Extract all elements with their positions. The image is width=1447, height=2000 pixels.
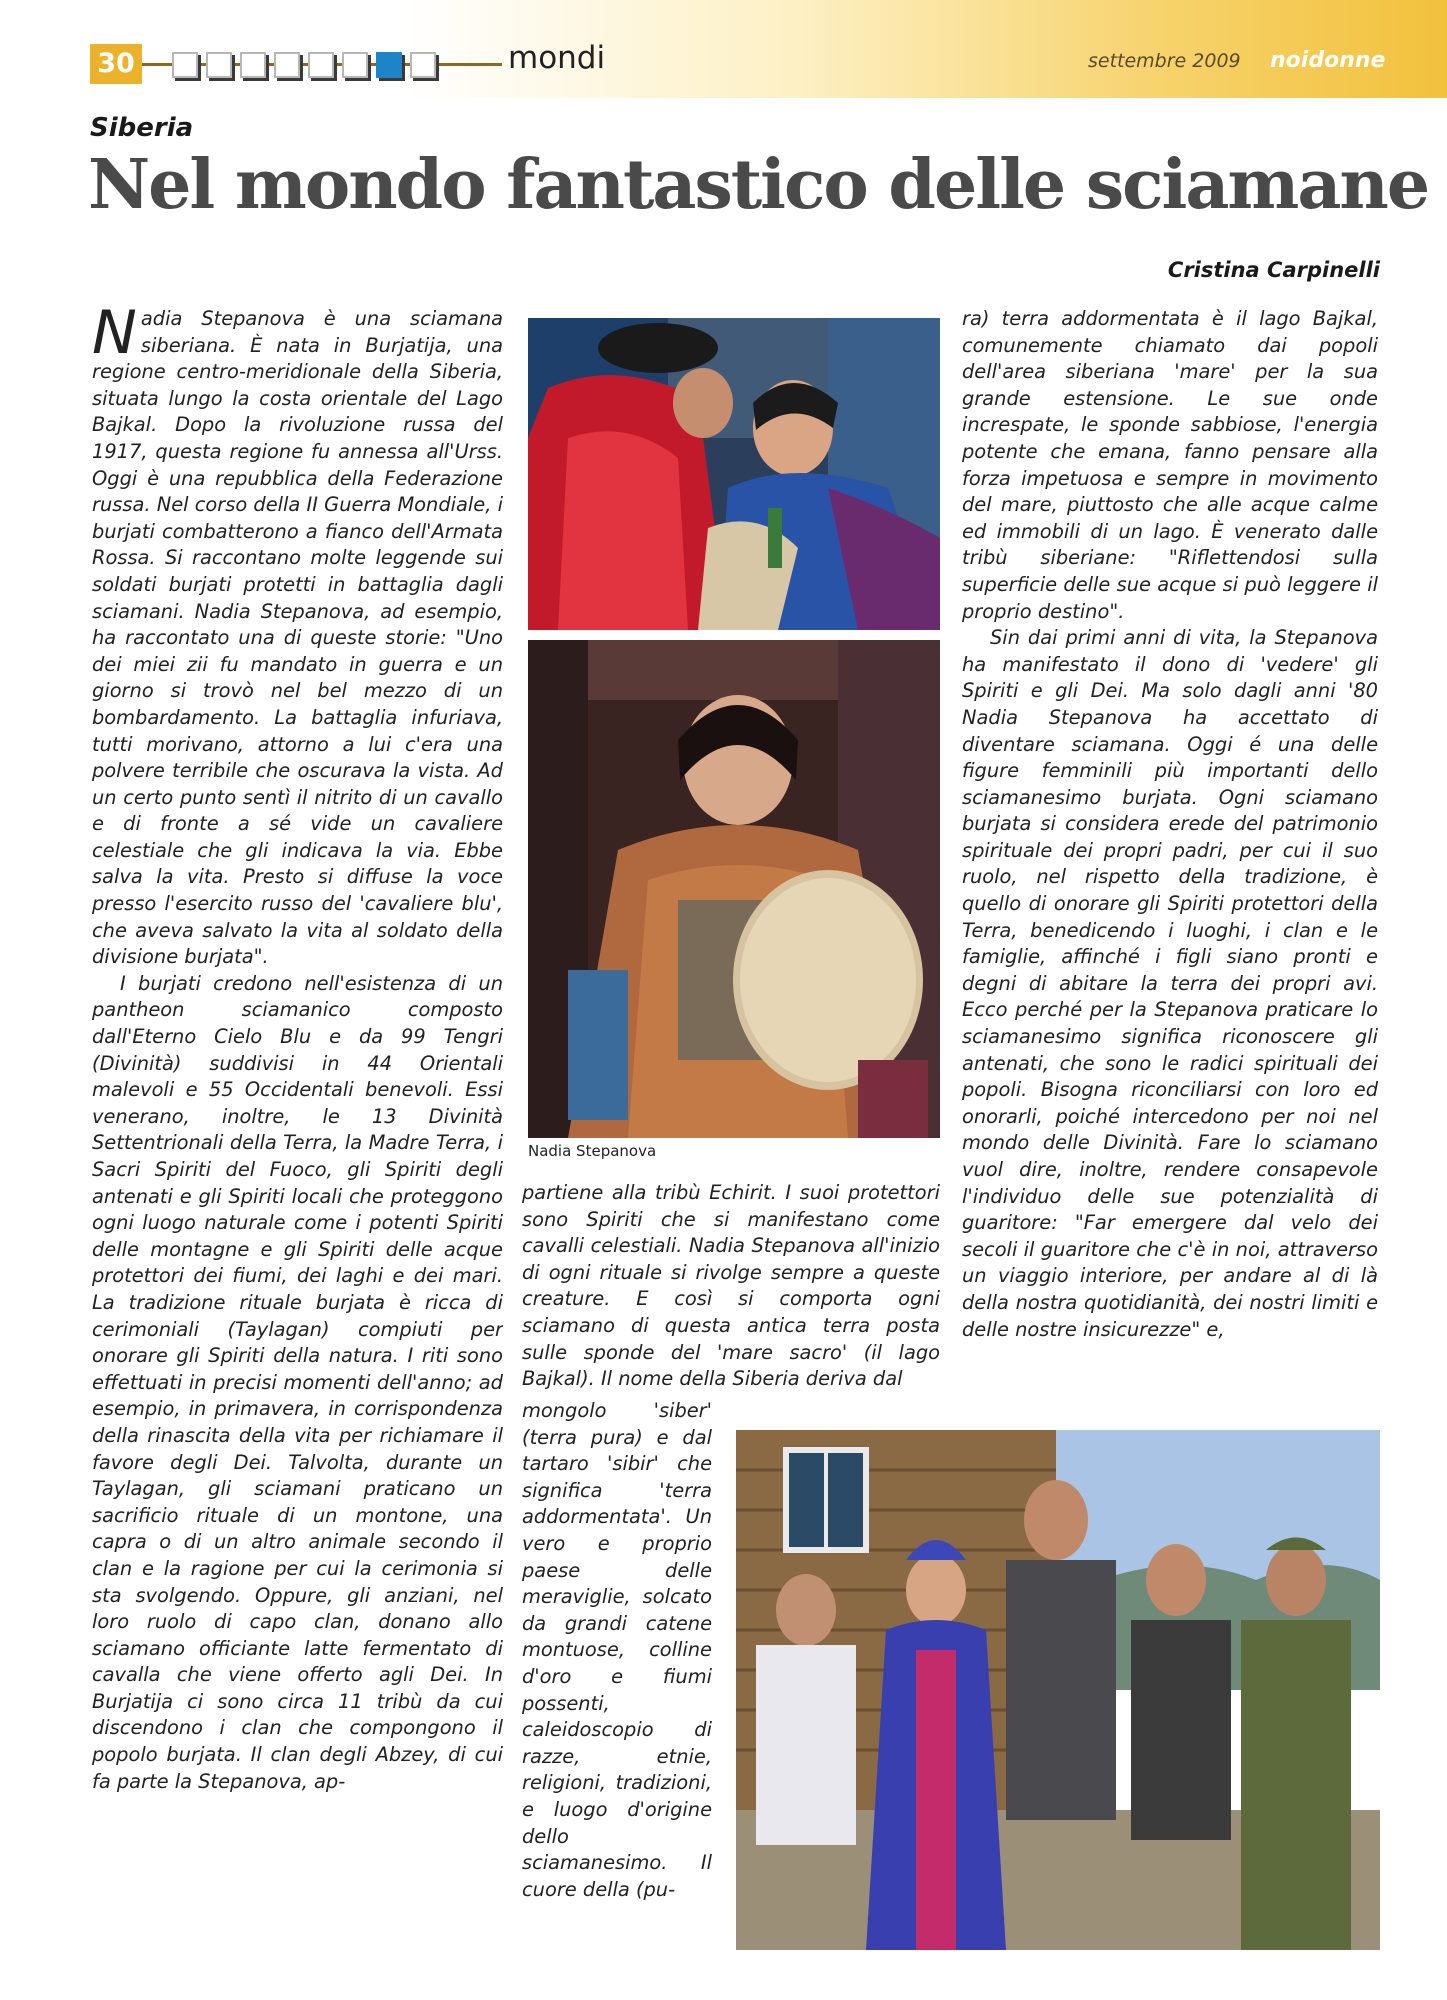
drop-cap: N bbox=[92, 306, 137, 368]
section-indicator bbox=[172, 52, 436, 78]
text-column-right bbox=[962, 306, 1378, 1410]
section-box bbox=[206, 52, 232, 78]
paragraph: partiene alla tribù Echirit. I suoi protettori sono Spiriti che si manifestano come cavalli celestiali. Nadia Stepanova all'inizio di ogni rituale si rivolge sempre a queste creature. E così si comporta ogni sciamano di questa antica terra posta sulle sponde del 'mare sacro' (il lago Bajkal). Il nome della Siberia deriva dal bbox=[522, 1181, 940, 1391]
text-column-left bbox=[92, 306, 503, 1961]
section-box bbox=[240, 52, 266, 78]
paragraph bbox=[92, 306, 503, 971]
page-number: 30 bbox=[90, 44, 142, 84]
text-column-narrow bbox=[522, 1398, 712, 1958]
section-box bbox=[172, 52, 198, 78]
photo-village-group-image bbox=[736, 1430, 1380, 1950]
section-box bbox=[308, 52, 334, 78]
photo-ritual-image bbox=[528, 318, 940, 630]
issue-date: settembre 2009 bbox=[1088, 50, 1241, 72]
article-kicker: Siberia bbox=[90, 113, 194, 143]
photo-caption: Nadia Stepanova bbox=[528, 1142, 657, 1160]
section-box bbox=[410, 52, 436, 78]
section-box-active bbox=[376, 52, 402, 78]
paragraph: Sin dai primi anni di vita, la Stepanova ha manifestato il dono di 'vedere' gli Spiriti e gli Dei. Ma solo dagli anni '80 Nadia Stepanova ha accettato di diventare sciamana. Oggi é una delle figure femminili più importanti dello sciamanesimo burjata. Ogni sciamano burjata si considera erede del patrimonio spirituale dei propri padri, per cui il suo ruolo, nel rispetto della tradizione, è quello di onorare gli Spiriti protettori della Terra, benedicendo i luoghi, i clan e le famiglie, affinché i figli siano pronti e degni di abitare la terra dei propri avi. Ecco perché per la Stepanova praticare lo sciamanesimo significa riconoscere gli antenati, che sono le radici spirituali dei popoli. Bisogna riconciliarsi con loro ed onorarli, poiché intercedono per noi nel mondo delle Divinità. Fare lo sciamano vuol dire, inoltre, rendere consapevole l'individuo delle sue potenzialità di guaritore: "Far emergere dal velo dei secoli il guaritore che c'è in noi, attraverso un viaggio interiore, per andare al di là della nostra quotidianità, dei nostri limiti e delle nostre insicurezze" e, bbox=[962, 626, 1378, 1341]
paragraph: I burjati credono nell'esistenza di un pantheon sciamanico composto dall'Eterno Cielo Blu e da 99 Tengri (Divinità) suddivisi in 44 Orientali malevoli e 55 Occidentali benevoli. Essi venerano, inoltre, le 13 Divinità Settentrionali della Terra, la Madre Terra, i Sacri Spiriti del Fuoco, gli Spiriti degli antenati e gli Spiriti locali che proteggono ogni luogo naturale come i potenti Spiriti delle montagne e gli Spiriti delle acque protettori dei fiumi, dei laghi e dei mari. La tradizione rituale burjata è ricca di cerimoniali (Taylagan) compiuti per onorare gli Spiriti della natura. I riti sono effettuati in precisi momenti dell'anno; ad esempio, in primavera, in corrispondenza della rinascita della vita per richiamare il favore degli Dei. Talvolta, durante un Taylagan, gli sciamani praticano un sacrificio rituale di un montone, una capra o di un altro animale secondo il clan e la ragione per cui la cerimonia si sta svolgendo. Oppure, gli anziani, nel loro ruolo di capo clan, donano allo sciamano officiante latte fermentato di cavalla che viene offerto agli Dei. In Burjatija ci sono circa 11 tribù da cui discendono i clan che compongono il popolo burjata. Il clan degli Abzey, di cui fa parte la Stepanova, ap- bbox=[92, 971, 503, 1793]
photo-stepanova bbox=[528, 640, 940, 1138]
photo-ritual bbox=[528, 318, 940, 630]
section-label: mondi bbox=[508, 40, 606, 76]
photo-stepanova-image bbox=[528, 640, 940, 1138]
article-title: Nel mondo fantastico delle sciamane bbox=[88, 145, 1429, 225]
paragraph: ra) terra addormentata è il lago Bajkal, comunemente chiamato dai popoli dell'area siberiana 'mare' per la sua grande estensione. Le sue onde increspate, le sponde sabbiose, l'energia potente che emana, fanno pensare alla forza impetuosa e sempre in movimento del mare, piuttosto che alle acque calme ed immobili di un lago. È venerato dalle tribù siberiane: "Riflettendosi sulla superficie delle sue acque si può leggere il proprio destino". bbox=[962, 307, 1378, 623]
header-band bbox=[0, 0, 1447, 98]
paragraph: mongolo 'siber' (terra pura) e dal tartaro 'sibir' che significa 'terra addormentata'. Un vero e proprio paese delle meraviglie, solcato da grandi catene montuose, colline d'oro e fiumi possenti, caleidoscopio di razze, etnie, religioni, tradizioni, e luogo d'origine dello sciamanesimo. Il cuore della (pu- bbox=[522, 1399, 712, 1901]
section-box bbox=[274, 52, 300, 78]
article-author: Cristina Carpinelli bbox=[1167, 258, 1380, 282]
magazine-name: noidonne bbox=[1270, 48, 1386, 73]
text-column-middle bbox=[522, 1180, 940, 1398]
photo-village-group bbox=[736, 1430, 1380, 1950]
section-box bbox=[342, 52, 368, 78]
paragraph-text: adia Stepanova è una sciamana siberiana. È nata in Burjatija, una regione centro-meridionale della Siberia, situata lungo la costa orientale del Lago Bajkal. Dopo la rivoluzione russa del 1917, questa regione fu annessa all'Urss. Oggi è una repubblica della Federazione russa. Nel corso della II Guerra Mondiale, i burjati combatterono a fianco dell'Armata Rossa. Si raccontano molte leggende sui soldati burjati protetti in battaglia dagli sciamani. Nadia Stepanova, ad esempio, ha raccontato una di queste storie: "Uno dei miei zii fu mandato in guerra e un giorno si trovò nel bel mezzo di un bombardamento. La battaglia infuriava, tutti morivano, attorno a lui c'era una polvere terribile che oscurava la vista. Ad un certo punto sentì il nitrito di un cavallo e di fronte a sé vide un cavaliere celestiale che gli indicava la via. Ebbe salva la vita. Presto si diffuse la voce presso l'esercito russo del 'cavaliere blu', che aveva salvato la vita al soldato della divisione burjata". bbox=[92, 307, 503, 969]
